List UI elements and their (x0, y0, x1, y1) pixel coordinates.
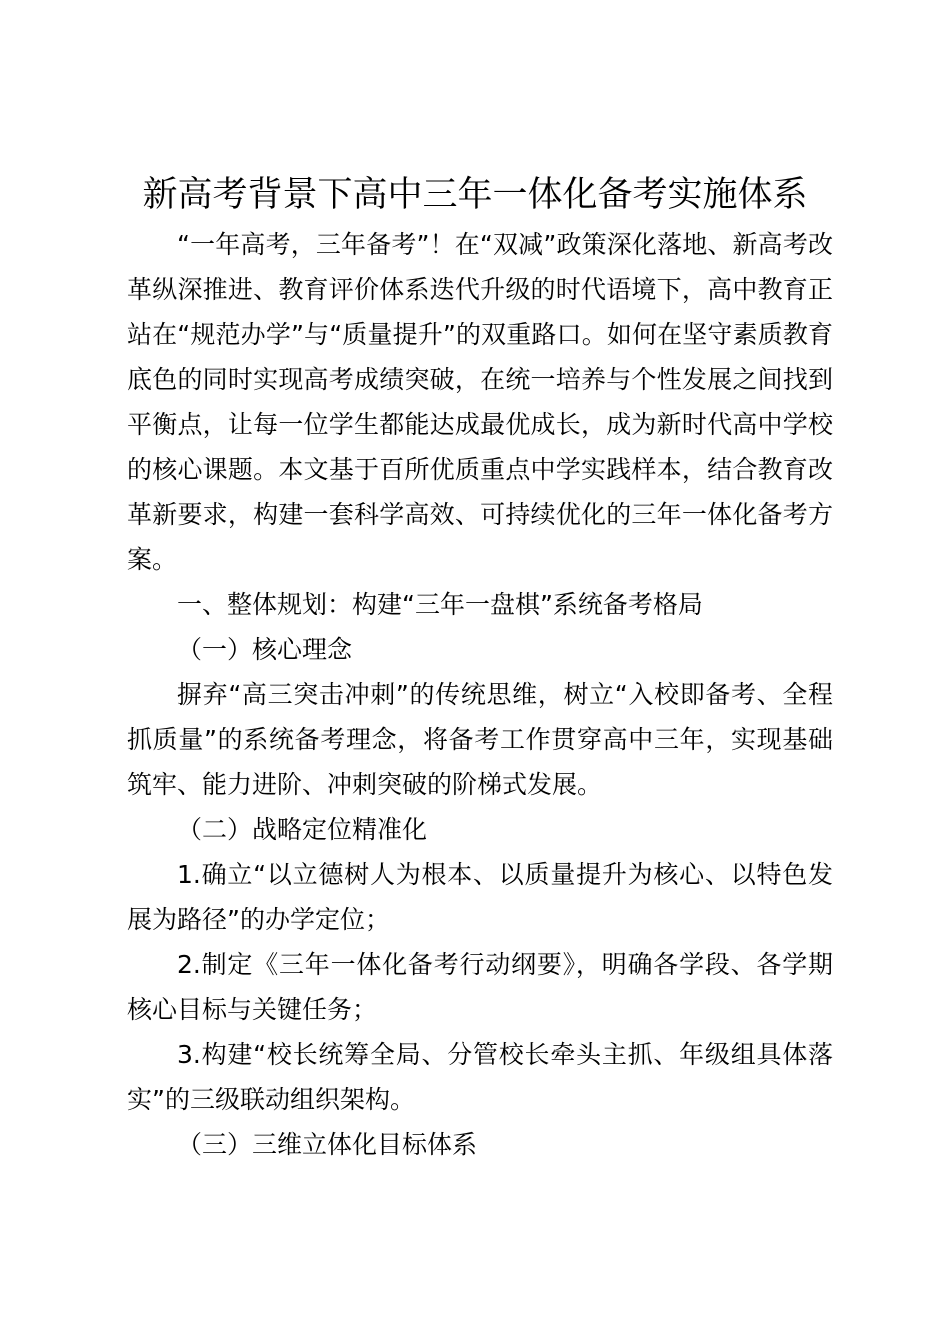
subsection-heading-2: （二）战略定位精准化 (177, 815, 428, 844)
subsection-heading-3: （三）三维立体化目标体系 (177, 1130, 478, 1159)
document-body (127, 222, 833, 1167)
section-heading-1: 一、整体规划：构建“三年一盘棋”系统备考格局 (177, 590, 703, 619)
list-item-3: 3.构建“校长统筹全局、分管校长牵头主抓、年级组具体落实”的三级联动组织架构。 (127, 1040, 833, 1114)
subsection-heading-1: （一）核心理念 (177, 635, 353, 664)
list-item-1: 1.确立“以立德树人为根本、以质量提升为核心、以特色发展为路径”的办学定位； (127, 860, 833, 934)
list-item-2: 2.制定《三年一体化备考行动纲要》，明确各学段、各学期核心目标与关键任务； (127, 950, 833, 1024)
core-concept-paragraph: 摒弃“高三突击冲刺”的传统思维，树立“入校即备考、全程抓质量”的系统备考理念，将备考工作贯穿高中三年，实现基础筑牢、能力进阶、冲刺突破的阶梯式发展。 (127, 680, 833, 799)
document-title: 新高考背景下高中三年一体化备考实施体系 (142, 175, 808, 215)
intro-paragraph: “一年高考，三年备考”！在“双减”政策深化落地、新高考改革纵深推进、教育评价体系迭代升级的时代语境下，高中教育正站在“规范办学”与“质量提升”的双重路口。如何在坚守素质教育底色的同时实现高考成绩突破，在统一培养与个性发展之间找到平衡点，让每一位学生都能达成最优成长，成为新时代高中学校的核心课题。本文基于百所优质重点中学实践样本，结合教育改革新要求，构建一套科学高效、可持续优化的三年一体化备考方案。 (127, 230, 833, 574)
